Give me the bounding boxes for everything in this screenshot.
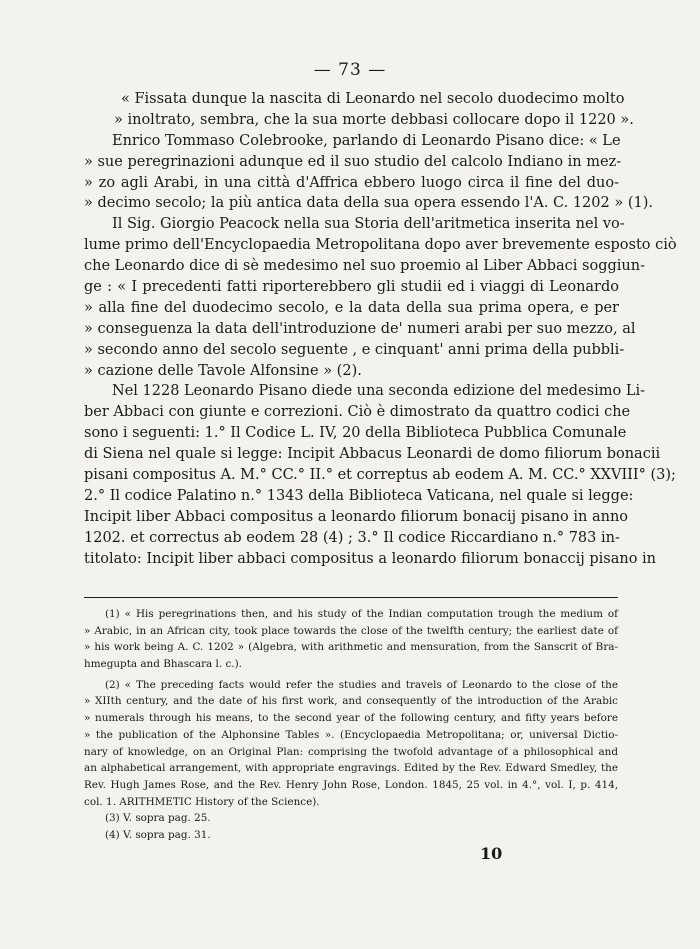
body-line: ber Abbaci con giunte e correzioni. Ciò è dimostrato da quattro codici che	[84, 404, 631, 421]
body-line: sono i seguenti: 1.° Il Codice L. IV, 20 della Biblioteca Pubblica Comunale	[84, 425, 627, 442]
footnote-line: an alphabetical arrangement, with appropriate engravings. Edited by the Rev. Edward Smedley, the	[84, 762, 618, 775]
body-line: Enrico Tommaso Colebrooke, parlando di Leonardo Pisano dice: « Le	[112, 132, 621, 149]
body-line: » zo agli Arabi, in una città d'Affrica ebbero luogo circa il fine del duo-	[84, 174, 619, 191]
footnote-line: nary of knowledge, on an Original Plan: comprising the twofold advantage of a philosophical and	[84, 745, 618, 758]
footnote-divider	[84, 597, 618, 598]
body-line: ge : « I precedenti fatti riporterebbero gli studii ed i viaggi di Leonardo	[84, 279, 619, 296]
body-line: » cazione delle Tavole Alfonsine » (2).	[84, 362, 362, 379]
footnotes	[84, 606, 618, 844]
body-line: » sue peregrinazioni adunque ed il suo studio del calcolo Indiano in mez-	[84, 153, 622, 170]
body-line: titolato: Incipit liber abbaci compositus a leonardo filiorum bonaccij pisano in	[84, 550, 657, 567]
signature-mark: 10	[480, 844, 503, 863]
body-line: Incipit liber Abbaci compositus a leonardo filiorum bonacij pisano in anno	[84, 508, 629, 525]
body-line: » decimo secolo; la più antica data della sua opera essendo l'A. C. 1202 » (1).	[84, 195, 653, 212]
body-line: » secondo anno del secolo seguente , e cinquant' anni prima della pubbli-	[84, 341, 625, 358]
body-line: 2.° Il codice Palatino n.° 1343 della Biblioteca Vaticana, nel quale si legge:	[84, 487, 634, 504]
body-line: » conseguenza la data dell'introduzione de' numeri arabi per suo mezzo, al	[84, 320, 636, 337]
body-line: » inoltrato, sembra, che la sua morte debbasi collocare dopo il 1220 ».	[114, 111, 634, 128]
body-line: Il Sig. Giorgio Peacock nella sua Storia dell'aritmetica inserita nel vo-	[112, 216, 625, 233]
body-line: » alla fine del duodecimo secolo, e la data della sua prima opera, e per	[84, 299, 619, 316]
footnote-line: col. 1. ARITHMETIC History of the Science).	[84, 795, 320, 808]
footnote-line: » numerals through his means, to the second year of the following century, and fifty years before	[84, 712, 618, 725]
body-line: 1202. et correctus ab eodem 28 (4) ; 3.° Il codice Riccardiano n.° 783 in-	[84, 529, 620, 546]
footnote-line: Rev. Hugh James Rose, and the Rev. Henry John Rose, London. 1845, 25 vol. in 4.°, vol. I, p. 414,	[84, 778, 618, 791]
body-line: « Fissata dunque la nascita di Leonardo nel secolo duodecimo molto	[121, 91, 625, 107]
footnote-line: » the publication of the Alphonsine Tables ». (Encyclopaedia Metropolitana; or, universal Dictio-	[84, 728, 618, 741]
body-line: di Siena nel quale si legge: Incipit Abbacus Leonardi de domo filiorum bonacii	[84, 446, 661, 463]
footnote-line: (4) V. sopra pag. 31.	[105, 828, 211, 841]
footnote-line: » XIIth century, and the date of his first work, and consequently of the introduction of the Arabic	[84, 695, 618, 708]
footnote-line: » his work being A. C. 1202 » (Algebra, with arithmetic and mensuration, from the Sanscrit of Bra-	[84, 641, 618, 654]
footnote-line: (3) V. sopra pag. 25.	[105, 812, 211, 825]
body-line: Nel 1228 Leonardo Pisano diede una seconda edizione del medesimo Li-	[112, 383, 645, 400]
footnote-line: (1) « His peregrinations then, and his study of the Indian computation trough the medium of	[105, 608, 618, 620]
footnote-line: » Arabic, in an African city, took place towards the close of the twelfth century; the earliest date of	[84, 624, 618, 637]
body-line: lume primo dell'Encyclopaedia Metropolitana dopo aver brevemente esposto ciò	[84, 237, 677, 254]
page-number: — 73 —	[313, 60, 387, 80]
body-line: pisani compositus A. M.° CC.° II.° et correptus ab eodem A. M. CC.° XXVIII° (3);	[84, 467, 676, 484]
footnote-line: hmegupta and Bhascara l. c.).	[84, 658, 242, 671]
body-line: che Leonardo dice di sè medesimo nel suo proemio al Liber Abbaci soggiun-	[84, 258, 645, 275]
footnote-line: (2) « The preceding facts would refer the studies and travels of Leonardo to the close of the	[105, 678, 618, 691]
main-text	[84, 89, 677, 569]
